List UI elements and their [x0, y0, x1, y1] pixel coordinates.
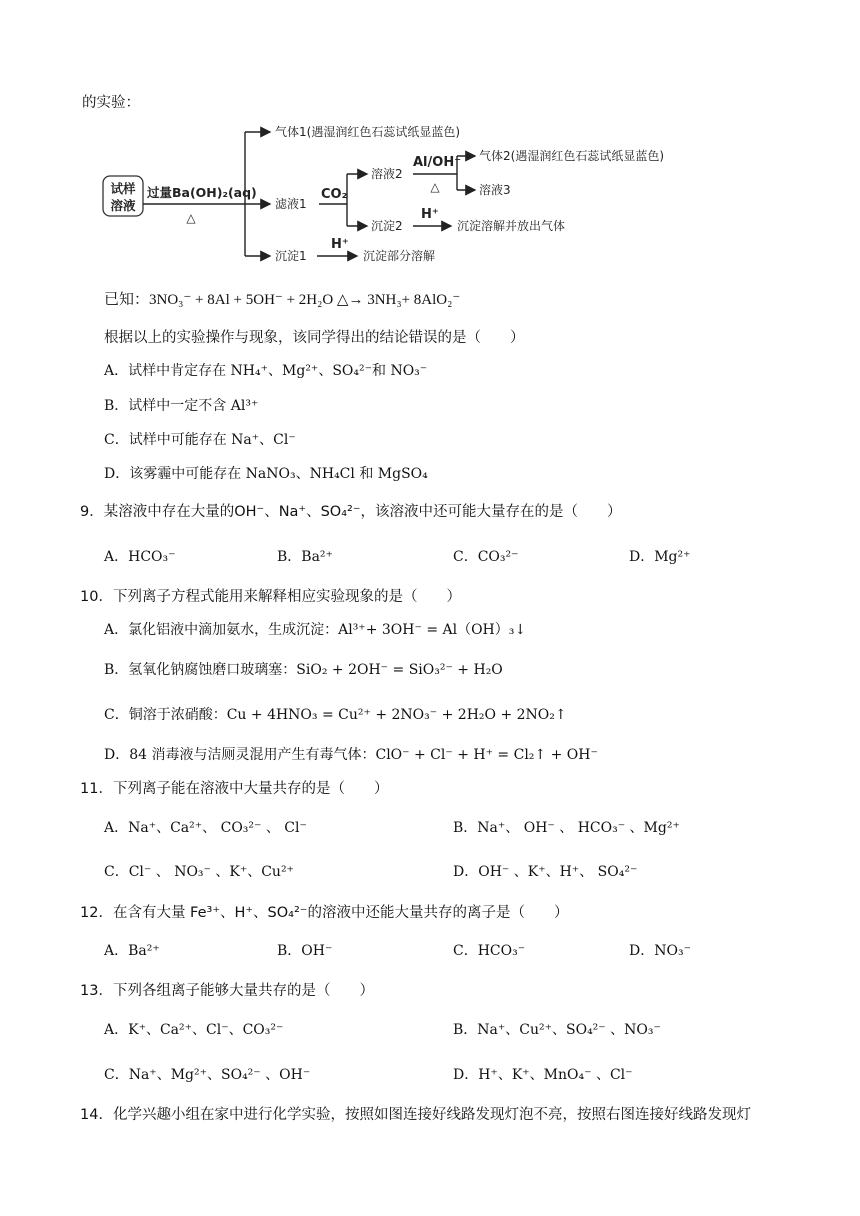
precip2-label: 沉淀2 [371, 219, 403, 233]
gas1-label: 气体1(遇湿润红色石蕊试纸显蓝色) [275, 125, 460, 139]
q8-option-b: B．试样中一定不含 Al³⁺ [104, 398, 259, 414]
q12-option-a: A．Ba²⁺ [104, 943, 160, 959]
q12-stem: 12．在含有大量 Fe³⁺、H⁺、SO₄²⁻的溶液中还能大量共存的离子是（ ） [80, 905, 569, 921]
q10-option-c: C．铜溶于浓硝酸：Cu + 4HNO₃ = Cu²⁺ + 2NO₃⁻ + 2H₂O + 2NO₂↑ [104, 707, 567, 723]
experiment-flow-diagram [95, 118, 715, 278]
precip1-label: 沉淀1 [275, 249, 307, 263]
q14-stem: 14．化学兴趣小组在家中进行化学实验，按照如图连接好线路发现灯泡不亮，按照右图连接好线路发现灯 [80, 1107, 751, 1123]
heat-symbol-1: △ [186, 211, 196, 225]
q9-option-c: C．CO₃²⁻ [453, 549, 519, 565]
q8-option-a: A．试样中肯定存在 NH₄⁺、Mg²⁺、SO₄²⁻和 NO₃⁻ [104, 363, 428, 379]
known-equation: 已知：3NO₃⁻ + 8Al + 5OH⁻ + 2H₂O △→ 3NH₃+ 8AlO₂⁻ [104, 292, 461, 308]
h-plus-label-2: H⁺ [421, 207, 439, 222]
q9-stem: 9．某溶液中存在大量的OH⁻、Na⁺、SO₄²⁻，该溶液中还可能大量存在的是（ ） [80, 504, 622, 520]
q13-option-a: A．K⁺、Ca²⁺、Cl⁻、CO₃²⁻ [104, 1022, 284, 1038]
q11-option-c: C．Cl⁻ 、 NO₃⁻ 、K⁺、Cu²⁺ [104, 864, 294, 880]
reagent-label: 过量Ba(OH)₂(aq) [147, 185, 257, 200]
intro-text: 的实验： [82, 95, 140, 111]
q13-option-b: B．Na⁺、Cu²⁺、SO₄²⁻ 、NO₃⁻ [453, 1022, 661, 1038]
solution2-label: 溶液2 [371, 167, 403, 181]
sample-label-2: 溶液 [110, 198, 136, 213]
q8-option-d: D．该雾霾中可能存在 NaNO₃、NH₄Cl 和 MgSO₄ [104, 466, 428, 482]
q9-option-a: A．HCO₃⁻ [104, 549, 176, 565]
q10-option-d: D．84 消毒液与洁厕灵混用产生有毒气体：ClO⁻ + Cl⁻ + H⁺ = Cl₂↑ + OH⁻ [104, 747, 598, 763]
q12-option-c: C．HCO₃⁻ [453, 943, 526, 959]
sample-label-1: 试样 [110, 181, 136, 196]
solution3-label: 溶液3 [479, 183, 511, 197]
heat-symbol-2: △ [430, 180, 440, 194]
q13-option-c: C．Na⁺、Mg²⁺、SO₄²⁻ 、OH⁻ [104, 1067, 311, 1083]
al-oh-label: Al/OH⁻ [413, 155, 462, 170]
q10-option-b: B．氢氧化钠腐蚀磨口玻璃塞：SiO₂ + 2OH⁻ = SiO₃²⁻ + H₂O [104, 662, 503, 678]
h-plus-label-1: H⁺ [331, 237, 349, 252]
q9-option-b: B．Ba²⁺ [277, 549, 333, 565]
q11-option-d: D．OH⁻ 、K⁺、H⁺、 SO₄²⁻ [453, 864, 638, 880]
q12-option-b: B．OH⁻ [277, 943, 333, 959]
precip1-result: 沉淀部分溶解 [363, 249, 436, 263]
q8-option-c: C．试样中可能存在 Na⁺、Cl⁻ [104, 432, 296, 448]
q10-option-a: A．氯化铝液中滴加氨水，生成沉淀：Al³⁺+ 3OH⁻ = Al（OH）₃↓ [104, 622, 527, 638]
q12-option-d: D．NO₃⁻ [629, 943, 691, 959]
q10-stem: 10．下列离子方程式能用来解释相应实验现象的是（ ） [80, 589, 461, 605]
filtrate1-label: 滤液1 [275, 197, 307, 211]
precip2-result: 沉淀溶解并放出气体 [457, 219, 566, 233]
q13-stem: 13．下列各组离子能够大量共存的是（ ） [80, 983, 374, 999]
q9-option-d: D．Mg²⁺ [629, 549, 691, 565]
q11-option-b: B．Na⁺、 OH⁻ 、 HCO₃⁻ 、Mg²⁺ [453, 820, 680, 836]
q8-stem: 根据以上的实验操作与现象，该同学得出的结论错误的是（ ） [104, 330, 525, 346]
gas2-label: 气体2(遇湿润红色石蕊试纸显蓝色) [479, 149, 664, 163]
q11-option-a: A．Na⁺、Ca²⁺、 CO₃²⁻ 、 Cl⁻ [104, 820, 307, 836]
q13-option-d: D．H⁺、K⁺、MnO₄⁻ 、Cl⁻ [453, 1067, 633, 1083]
co2-label: CO₂ [321, 187, 348, 202]
q11-stem: 11．下列离子能在溶液中大量共存的是（ ） [80, 781, 389, 797]
